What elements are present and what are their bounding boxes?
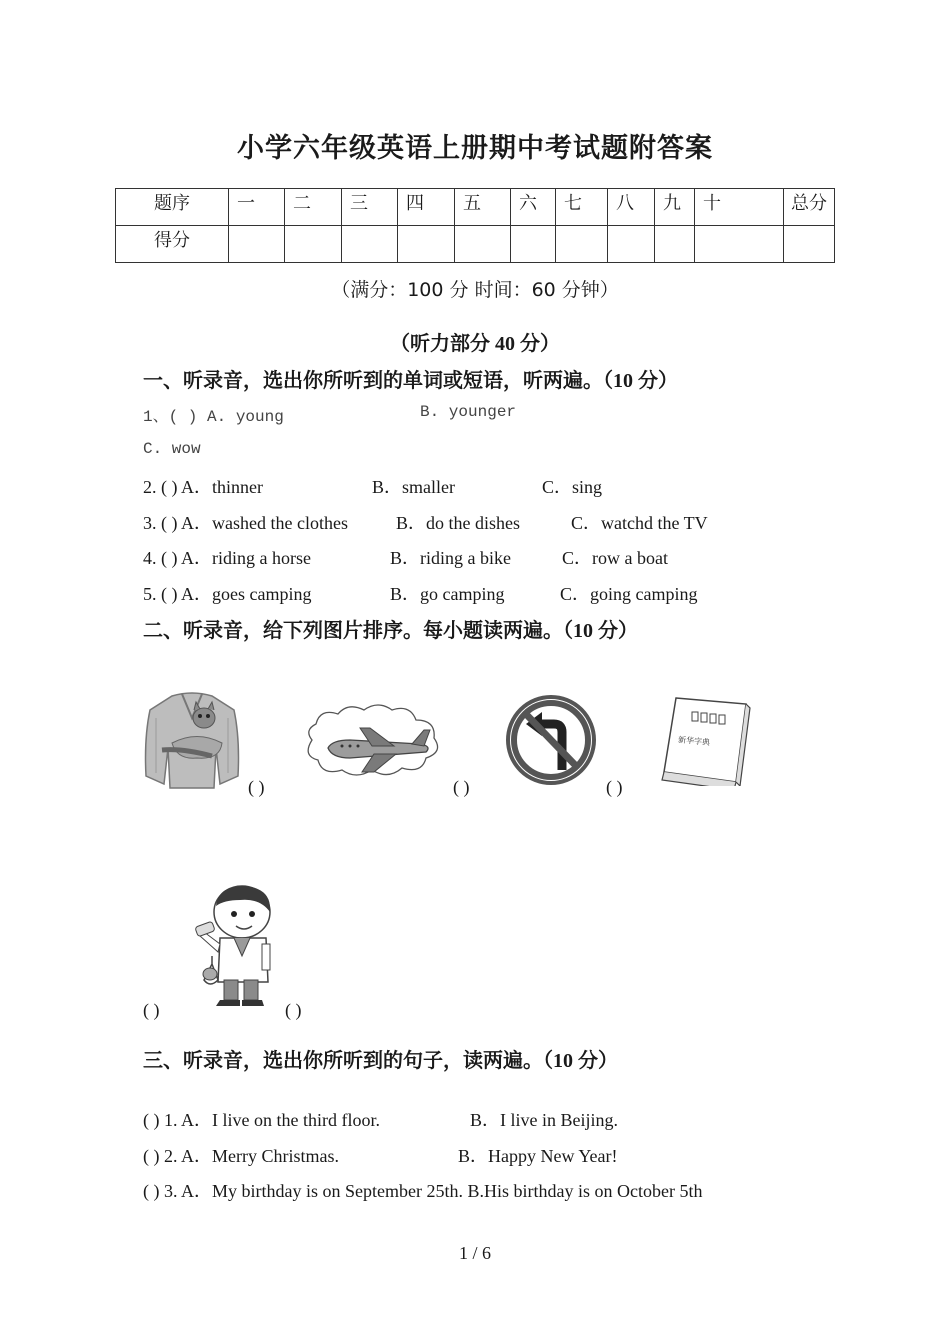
s3-q2-option-a: ( ) 2. A．Merry Christmas. [143, 1146, 339, 1166]
answer-blank[interactable]: ( ) [248, 777, 265, 797]
q4-option-c: C．row a boat [562, 548, 668, 568]
q4-option-b: B．riding a bike [390, 548, 511, 568]
header-label-cell: 题序 [116, 189, 229, 226]
answer-blank[interactable]: ( ) [285, 1000, 302, 1020]
column-cell: 七 [556, 189, 608, 226]
s3-q1-option-b: B．I live in Beijing. [470, 1110, 618, 1130]
no-left-turn-sign-picture [504, 694, 598, 786]
q1-option-c: C. wow [143, 440, 201, 458]
dictionary-picture [654, 694, 752, 786]
column-cell: 十 [695, 189, 784, 226]
score-table-score-row [116, 226, 835, 263]
page-title: 小学六年级英语上册期中考试题附答案 [237, 133, 713, 163]
q1-option-a: 1、( ) A. young [143, 408, 284, 426]
exam-info: （满分：100 分 时间：60 分钟） [331, 279, 619, 301]
q2-option-b: B．smaller [372, 477, 455, 497]
answer-blank[interactable]: ( ) [143, 1000, 160, 1020]
q3-option-a: 3. ( ) A．washed the clothes [143, 513, 348, 533]
row-label-cell: 得分 [116, 226, 229, 263]
q3-option-c: C．watchd the TV [571, 513, 708, 533]
answer-blank[interactable]: ( ) [453, 777, 470, 797]
score-input-cell[interactable] [784, 226, 835, 263]
column-cell: 四 [398, 189, 455, 226]
s3-q2-option-b: B．Happy New Year! [458, 1146, 618, 1166]
page-number: 1 / 6 [458, 1243, 491, 1263]
score-input-cell[interactable] [229, 226, 285, 263]
total-label-cell: 总分 [784, 189, 835, 226]
q5-option-c: C．going camping [560, 584, 698, 604]
score-input-cell[interactable] [398, 226, 455, 263]
q1-option-b: B. younger [420, 403, 517, 421]
score-input-cell[interactable] [556, 226, 608, 263]
q3-option-b: B．do the dishes [396, 513, 520, 533]
score-input-cell[interactable] [695, 226, 784, 263]
column-cell: 二 [285, 189, 342, 226]
column-cell: 六 [511, 189, 556, 226]
q2-option-a: 2. ( ) A．thinner [143, 477, 263, 497]
score-table-header-row [116, 189, 835, 226]
section3-heading: 三、听录音，选出你所听到的句子，读两遍。（10 分） [143, 1050, 618, 1072]
section1-heading: 一、听录音，选出你所听到的单词或短语，听两遍。（10 分） [143, 370, 678, 392]
book-label: 新华字典 [677, 735, 711, 748]
q5-option-a: 5. ( ) A．goes camping [143, 584, 312, 604]
score-input-cell[interactable] [285, 226, 342, 263]
s3-q3-options: ( ) 3. A．My birthday is on September 25th. B.His birthday is on October 5th [143, 1181, 703, 1201]
score-input-cell[interactable] [511, 226, 556, 263]
q4-option-a: 4. ( ) A．riding a horse [143, 548, 311, 568]
score-input-cell[interactable] [455, 226, 511, 263]
s3-q1-option-a: ( ) 1. A．I live on the third floor. [143, 1110, 380, 1130]
score-input-cell[interactable] [342, 226, 398, 263]
score-input-cell[interactable] [608, 226, 655, 263]
sweater-cat-picture [142, 688, 242, 790]
boy-scientist-picture [190, 884, 280, 1008]
column-cell: 八 [608, 189, 655, 226]
column-cell: 五 [455, 189, 511, 226]
score-table [115, 188, 835, 263]
column-cell: 一 [229, 189, 285, 226]
score-input-cell[interactable] [655, 226, 695, 263]
q2-option-c: C．sing [542, 477, 603, 497]
column-cell: 三 [342, 189, 398, 226]
airplane-picture [302, 700, 444, 782]
q5-option-b: B．go camping [390, 584, 505, 604]
section2-heading: 二、听录音，给下列图片排序。每小题读两遍。（10 分） [143, 620, 638, 642]
column-cell: 九 [655, 189, 695, 226]
answer-blank[interactable]: ( ) [606, 777, 623, 797]
listening-header: （听力部分 40 分） [390, 333, 560, 355]
